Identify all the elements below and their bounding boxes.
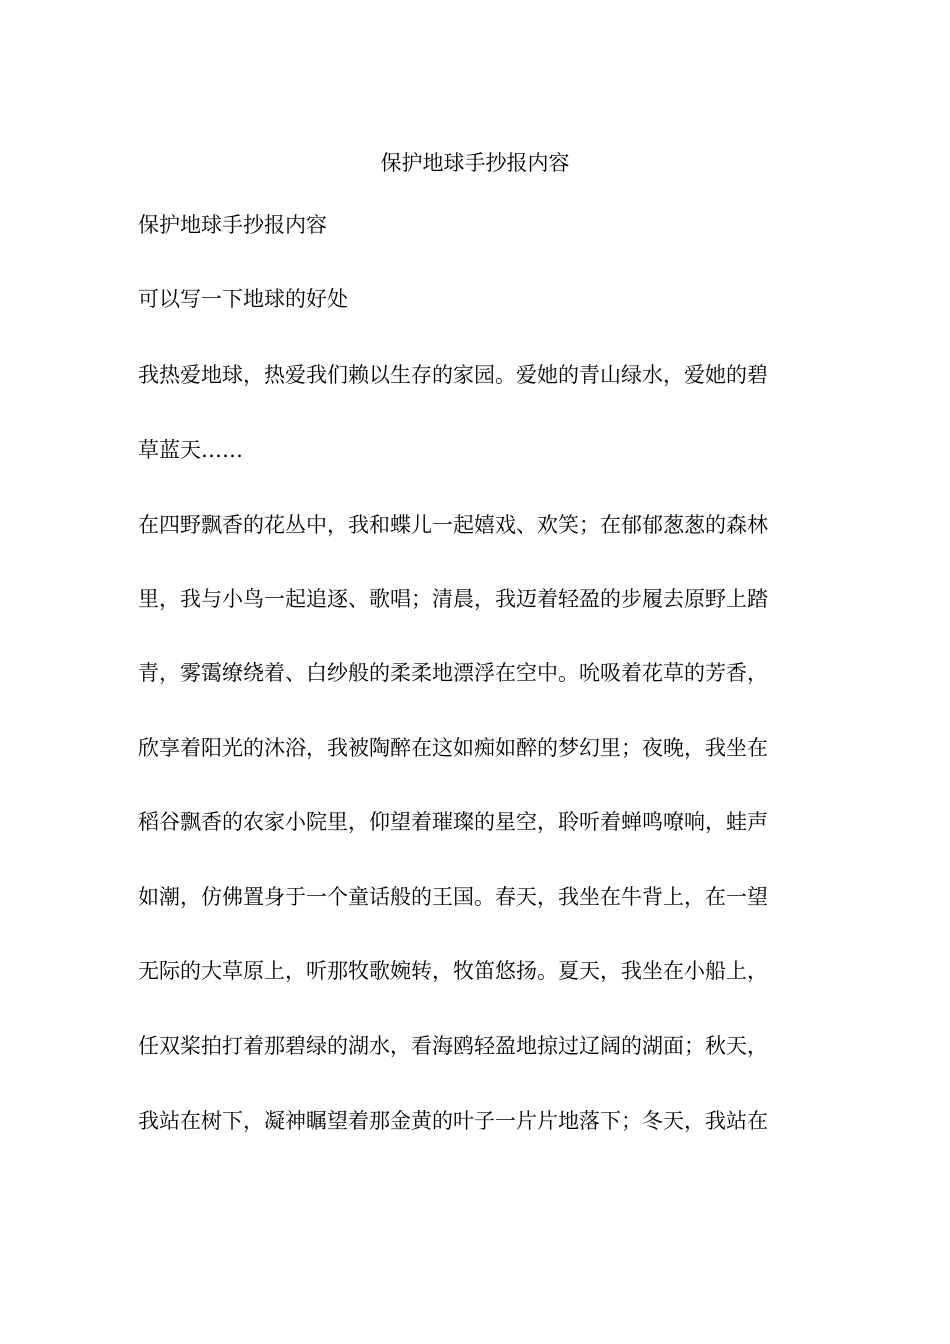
body-line: 稻谷飘香的农家小院里，仰望着璀璨的星空，聆听着蝉鸣嘹响，蛙声 [138, 810, 768, 834]
body-line: 里，我与小鸟一起追逐、歌唱；清晨，我迈着轻盈的步履去原野上踏 [138, 587, 768, 611]
body-line: 欣享着阳光的沐浴，我被陶醉在这如痴如醉的梦幻里；夜晚，我坐在 [138, 736, 768, 760]
body-line: 在四野飘香的花丛中，我和蝶儿一起嬉戏、欢笑；在郁郁葱葱的森林 [138, 513, 768, 537]
document-title: 保护地球手抄报内容 [380, 151, 570, 175]
body-line: 无际的大草原上，听那牧歌婉转，牧笛悠扬。夏天，我坐在小船上， [138, 959, 768, 983]
body-line: 如潮，仿佛置身于一个童话般的王国。春天，我坐在牛背上，在一望 [138, 885, 768, 909]
body-line: 草蓝天…… [138, 438, 243, 462]
subtitle-line: 保护地球手抄报内容 [138, 213, 327, 237]
body-line: 我站在树下，凝神瞩望着那金黄的叶子一片片地落下；冬天，我站在 [138, 1109, 768, 1133]
body-line: 我热爱地球，热爱我们赖以生存的家园。爱她的青山绿水，爱她的碧 [138, 363, 768, 387]
body-line: 任双桨拍打着那碧绿的湖水，看海鸥轻盈地掠过辽阔的湖面；秋天， [138, 1034, 768, 1058]
body-line: 可以写一下地球的好处 [138, 287, 348, 311]
body-line: 青，雾霭缭绕着、白纱般的柔柔地漂浮在空中。吮吸着花草的芳香， [138, 661, 768, 685]
